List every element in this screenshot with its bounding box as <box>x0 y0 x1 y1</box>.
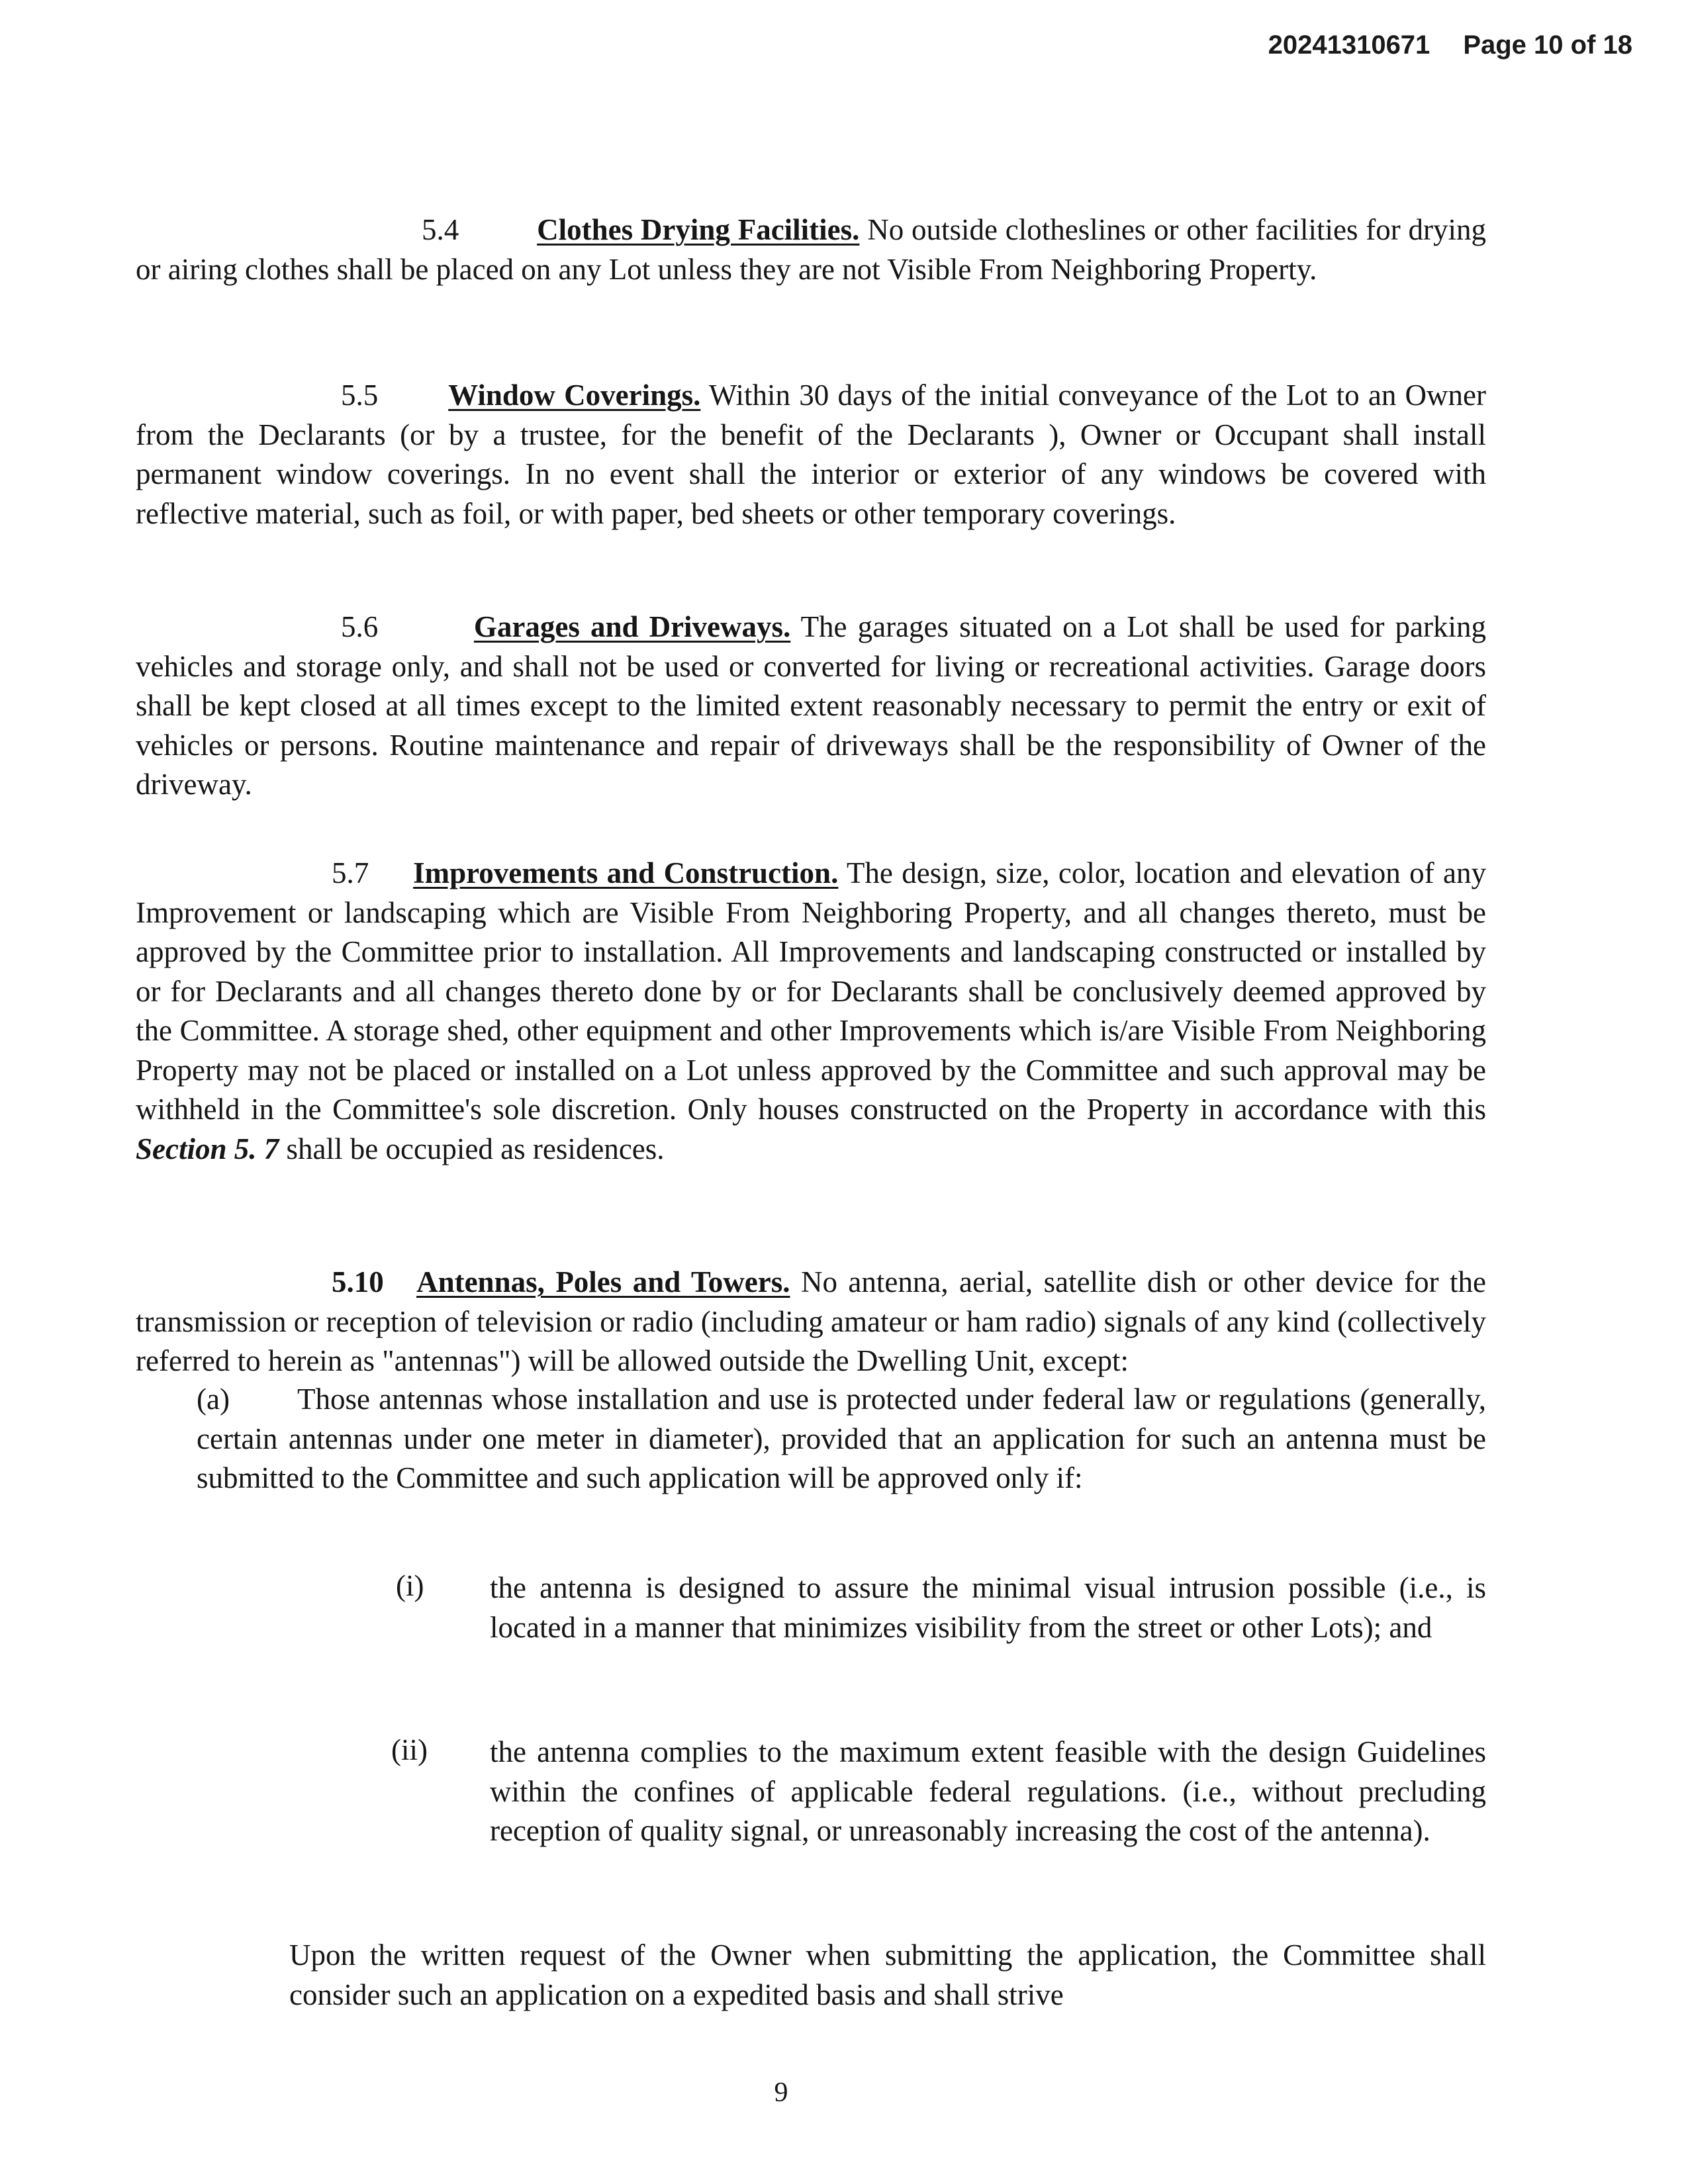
subsection-text: Those antennas whose installation and use is protected under federal law or regulations (generally, certain antennas under one meter in diameter), provided that an application for such an antenna must be submitted to the Committee and such application will be approved only if: <box>197 1383 1486 1494</box>
section-body: No antenna, aerial, satellite dish or other device for the transmission or reception of television or radio (including amateur or ham radio) signals of any kind (collectively referred to herein as "antennas") will be allowed outside the Dwelling Unit, except: <box>136 1265 1487 1377</box>
section-title: Window Coverings. <box>448 379 701 412</box>
document-number: 20241310671 <box>1268 30 1430 60</box>
section-5-5 <box>136 376 1486 533</box>
section-body: The garages situated on a Lot shall be used for parking vehicles and storage only, and shall not be used or converted for living or recreational activities. Garage doors shall be kept closed at all times except to the limited extent reasonably necessary to permit the entry or exit of vehicles or persons. Routine maintenance and repair of driveways shall be the responsibility of Owner of the driveway. <box>136 610 1486 801</box>
subsection-label: (a) <box>197 1383 230 1416</box>
list-item-label: (ii) <box>391 1733 428 1766</box>
section-5-4 <box>136 210 1486 289</box>
recording-header <box>1268 30 1632 60</box>
section-5-10 <box>136 1263 1486 1381</box>
section-number: 5.5 <box>341 379 379 412</box>
section-body: The design, size, color, location and elevation of any Improvement or landscaping which are Visible From Neighboring Property, and all changes thereto, must be approved by the Committee prior to installation. All Improvements and landscaping constructed or installed by or for Declarants and all changes thereto done by or for Declarants shall be conclusively deemed approved by the Committee. A storage shed, other equipment and other Improvements which is/are Visible From Neighboring Property may not be placed or installed on a Lot unless approved by the Committee and such approval may be withheld in the Committee's sole discretion. Only houses constructed on the Property in accordance with this <box>136 856 1486 1126</box>
section-body: No outside clotheslines or other facilities for drying or airing clothes shall be placed on any Lot unless they are not Visible From Neighboring Property. <box>136 213 1486 286</box>
list-item-label: (i) <box>396 1569 424 1602</box>
section-body-tail: shall be occupied as residences. <box>286 1132 665 1165</box>
section-number: 5.4 <box>422 213 459 246</box>
section-title: Clothes Drying Facilities. <box>537 213 860 246</box>
section-title: Improvements and Construction. <box>413 856 839 889</box>
section-5-6 <box>136 608 1486 805</box>
section-title: Garages and Driveways. <box>473 610 791 643</box>
page-label: Page 10 of 18 <box>1463 30 1632 60</box>
list-item-text: the antenna complies to the maximum extent feasible with the design Guidelines within the confines of applicable federal regulations. (i.e., without precluding reception of quality signal, or unreasonably increasing the cost of the antenna). <box>490 1735 1486 1847</box>
section-number: 5.7 <box>332 856 369 889</box>
section-number: 5.10 <box>332 1265 384 1298</box>
section-number: 5.6 <box>341 610 379 643</box>
section-title: Antennas, Poles and Towers. <box>416 1265 790 1298</box>
section-5-7 <box>136 854 1486 1169</box>
subsection-a <box>197 1380 1486 1498</box>
section-reference: Section 5. 7 <box>136 1132 279 1165</box>
page-number: 9 <box>774 2077 788 2108</box>
section-body: Within 30 days of the initial conveyance of the Lot to an Owner from the Declarants (or by a trustee, for the benefit of the Declarants ), Owner or Occupant shall install permanent window coverings. In no event shall the interior or exterior of any windows be covered with reflective material, such as foil, or with paper, bed sheets or other temporary coverings. <box>136 379 1487 530</box>
list-item-text: the antenna is designed to assure the minimal visual intrusion possible (i.e., is located in a manner that minimizes visibility from the street or other Lots); and <box>490 1571 1486 1644</box>
closing-paragraph: Upon the written request of the Owner when submitting the application, the Committee shall consider such an application on a expedited basis and shall strive <box>289 1938 1486 2011</box>
